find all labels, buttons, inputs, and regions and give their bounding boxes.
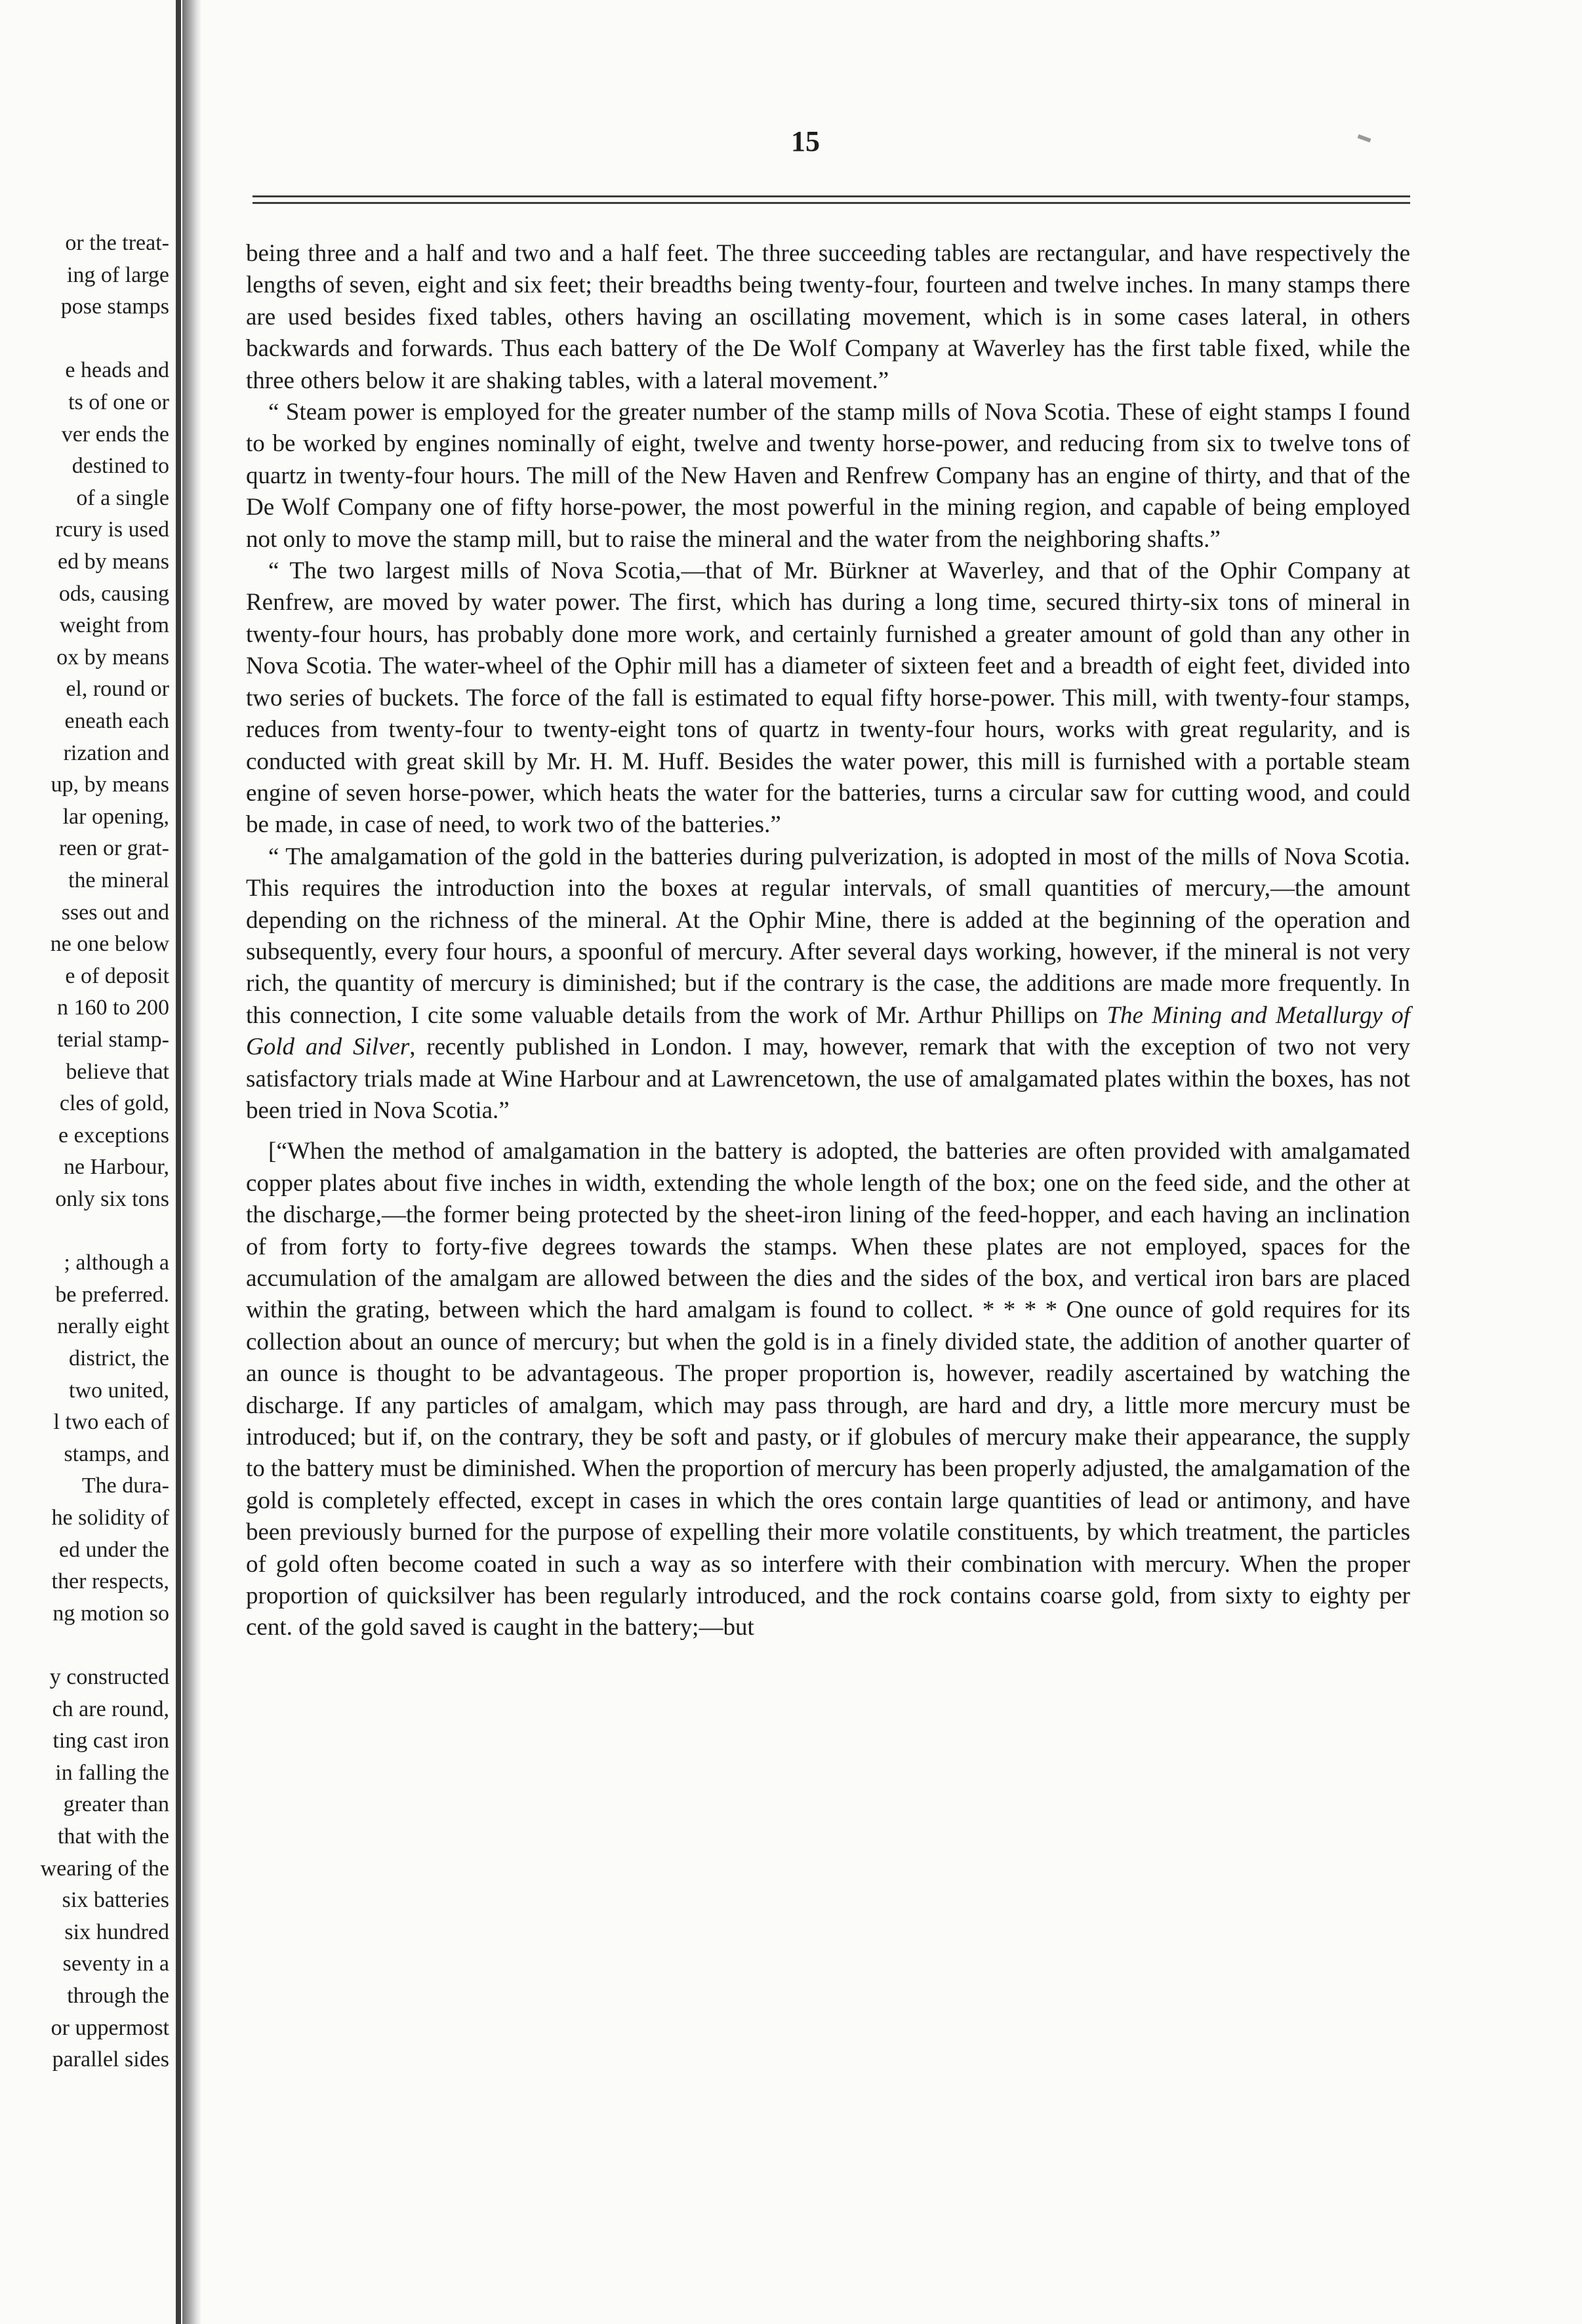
left-fragment-line: or the treat-	[65, 231, 169, 255]
left-fragment-line: only six tons	[55, 1187, 169, 1211]
left-fragment-line: terial stamp-	[57, 1028, 169, 1052]
left-fragment-line: of a single	[76, 485, 169, 510]
left-fragment-line: stamps, and	[64, 1441, 169, 1466]
left-fragment-line: pose stamps	[60, 294, 169, 319]
left-fragment-line: e exceptions	[58, 1123, 169, 1148]
left-fragment-line: ; although a	[64, 1251, 169, 1275]
left-fragment-line: sses out and	[61, 900, 169, 925]
paragraph-steam-power: “ Steam power is employed for the greater number of the stamp mills of Nova Scotia. These of eight stamps I found to be worked by engines nominally of eight, twelve and twenty horse-power, and reducing from six to twelve tons of quartz in twenty-four hours. The mill of the New Haven and Renfrew Company has an engine of thirty, and that of the De Wolf Company one of fifty horse-power, the most powerful in the mining region, and capable of being employed not only to move the stamp mill, but to raise the mineral and the water from the neighboring shafts.”	[246, 399, 1410, 553]
left-fragment-line: ing of large	[66, 262, 169, 287]
binding-fold-shadow	[182, 0, 201, 2324]
paragraph-amalgamation-tail: , recently published in London. I may, however, remark that with the exception of two not very satisfactory trials made at Wine Harbour and at Lawrencetown, the use of amalgamated plates within the boxes, has not been tried in Nova Scotia.”	[246, 1033, 1410, 1124]
left-fragment-line: through the	[67, 1984, 169, 2008]
left-fragment-line: l two each of	[53, 1410, 169, 1435]
left-fragment-line: ed under the	[58, 1537, 169, 1562]
left-fragment-line: n 160 to 200	[57, 995, 169, 1020]
left-fragment-line: e heads and	[65, 358, 169, 383]
left-fragment-line: The dura-	[81, 1473, 169, 1498]
left-fragment-line: el, round or	[66, 677, 169, 702]
header-rule-top	[253, 195, 1410, 197]
left-fragment-line: reen or grat-	[58, 836, 169, 861]
left-fragment-line: ther respects,	[51, 1569, 169, 1594]
left-fragment-line: ch are round,	[52, 1696, 169, 1721]
left-fragment-line: lar opening,	[62, 804, 169, 829]
paragraph-amalgamated-plates: [“When the method of amalgamation in the battery is adopted, the batteries are often provided with amalgamated copper plates about five inches in width, extending the whole length of the box; one on the feed side, and the other at the discharge,—the former being protected by the sheet-iron lining of the feed-hopper, and each having an inclination of from forty to forty-five degrees towards the stamps. When these plates are not employed, spaces for the accumulation of the amalgam are allowed between the dies and the sides of the box, and vertical iron bars are placed within the grating, between which the hard amalgam is found to collect. * * * * One ounce of gold requires for its collection about an ounce of mercury; but when the gold is in a finely divided state, the addition of another quarter of an ounce is thought to be advantageous. The proper proportion is, however, readily ascertained by watching the discharge. If any particles of amalgam, which may pass through, are hard and dry, a little more mercury must be introduced; but if, on the contrary, they be soft and pasty, or if globules of mercury make their appearance, the supply to the battery must be diminished. When the proportion of mercury has been properly adjusted, the amalgamation of the gold is completely effected, except in cases in which the ores contain large quantities of lead or antimony, and have been previously burned for the purpose of expelling their more volatile constituents, by which treatment, the particles of gold often become coated in such a way as so interfere with their combination with mercury. When the proper proportion of quicksilver has been regularly introduced, and the rock contains coarse gold, from sixty to eighty per cent. of the gold saved is caught in the battery;—but	[246, 1138, 1410, 1641]
left-fragment-line: e of deposit	[65, 963, 169, 988]
left-fragment-line: the mineral	[68, 868, 169, 892]
left-fragment-line: six batteries	[62, 1888, 169, 1913]
left-fragment-line: six hundred	[64, 1919, 169, 1944]
binding-fold-line	[176, 0, 181, 2324]
paragraph-continued-tables: being three and a half and two and a half feet. The three succeeding tables are rectangular, and have respectively the lengths of seven, eight and six feet; their breadths being twenty-four, fourteen and twelve inches. In many stamps there are used besides fixed tables, others having an oscillating movement, which is in some cases lateral, in others backwards and forwards. Thus each battery of the De Wolf Company at Waverley has the first table fixed, while the three others below it are shaking tables, with a lateral movement.”	[246, 240, 1410, 394]
paragraph-water-power-mills: “ The two largest mills of Nova Scotia,—that of Mr. Bürkner at Waverley, and that of the Ophir Company at Renfrew, are moved by water power. The first, which has during a long time, secured thirty-six tons of mineral in twenty-four hours, has probably done more work, and certainly furnished a greater amount of gold than any other in Nova Scotia. The water-wheel of the Ophir mill has a diameter of sixteen feet and a breadth of eight feet, divided into two series of buckets. The force of the fall is estimated to equal fifty horse-power. This mill, with twenty-four stamps, reduces from twenty-four to twenty-eight tons of quartz in twenty-four hours, works with great regularity, and is conducted with great skill by Mr. H. M. Huff. Besides the water power, this mill is furnished with a portable steam engine of seven horse-power, which heats the water for the batteries, turns a circular saw for cutting wood, and could be made, in case of need, to work two of the batteries.”	[246, 557, 1410, 839]
left-fragment-line: weight from	[59, 613, 169, 638]
left-fragment-line: rcury is used	[55, 517, 169, 542]
left-fragment-line: eneath each	[64, 709, 169, 733]
left-fragment-line: wearing of the	[40, 1856, 169, 1881]
header-rule-bottom	[253, 202, 1410, 204]
left-fragment-line: ed by means	[58, 550, 169, 574]
left-fragment-line: ne Harbour,	[63, 1155, 169, 1180]
left-fragment-line: ng motion so	[52, 1601, 169, 1626]
paragraph-amalgamation-batteries	[246, 841, 1410, 1127]
page-number: 15	[791, 125, 820, 157]
ink-speck	[1358, 134, 1371, 142]
left-fragment-line: ver ends the	[61, 422, 169, 447]
left-fragment-line: ts of one or	[68, 390, 169, 414]
left-fragment-line: destined to	[71, 454, 169, 479]
book-title-italic: The Mining and Metallurgy of Gold and Silver	[246, 1001, 1410, 1061]
left-fragment-line: greater than	[63, 1792, 169, 1817]
left-fragment-line: in falling the	[55, 1760, 169, 1785]
left-fragment-line: rization and	[63, 740, 169, 765]
left-fragment-line: ods, causing	[58, 581, 169, 606]
left-fragment-line: ox by means	[56, 645, 169, 670]
left-fragment-line: y constructed	[49, 1665, 169, 1689]
paragraph-amalgamation-text: “ The amalgamation of the gold in the batteries during pulverization, is adopted in most of the mills of Nova Scotia. This requires the introduction into the boxes at regular intervals, of small quantities of mercury,—the amount depending on the richness of the mineral. At the Ophir Mine, there is added at the beginning of the operation and subsequently, every four hours, a spoonful of mercury. After several days working, however, if the mineral is not very rich, the quantity of mercury is diminished; but if the contrary is the case, the additions are made more frequently. In this connection, I cite some valuable details from the work of Mr. Arthur Phillips on	[246, 843, 1410, 1029]
left-fragment-line: up, by means	[51, 772, 169, 797]
left-fragment-line: ne one below	[50, 932, 169, 957]
left-fragment-line: seventy in a	[62, 1952, 169, 1976]
left-fragment-line: or uppermost	[51, 2015, 169, 2040]
left-fragment-line: believe that	[66, 1059, 169, 1084]
main-text-column	[246, 238, 1410, 1644]
left-fragment-line: be preferred.	[55, 1282, 169, 1307]
left-fragment-line: district, the	[69, 1346, 169, 1371]
left-page-column-fragments	[0, 220, 169, 2121]
left-fragment-line: that with the	[58, 1824, 169, 1849]
left-fragment-line: cles of gold,	[59, 1091, 169, 1116]
left-fragment-line: he solidity of	[51, 1506, 169, 1530]
left-fragment-line: parallel sides	[52, 2047, 169, 2072]
left-fragment-line: two united,	[69, 1378, 169, 1403]
left-fragment-line: ting cast iron	[52, 1729, 169, 1753]
left-fragment-line: nerally eight	[57, 1314, 169, 1339]
